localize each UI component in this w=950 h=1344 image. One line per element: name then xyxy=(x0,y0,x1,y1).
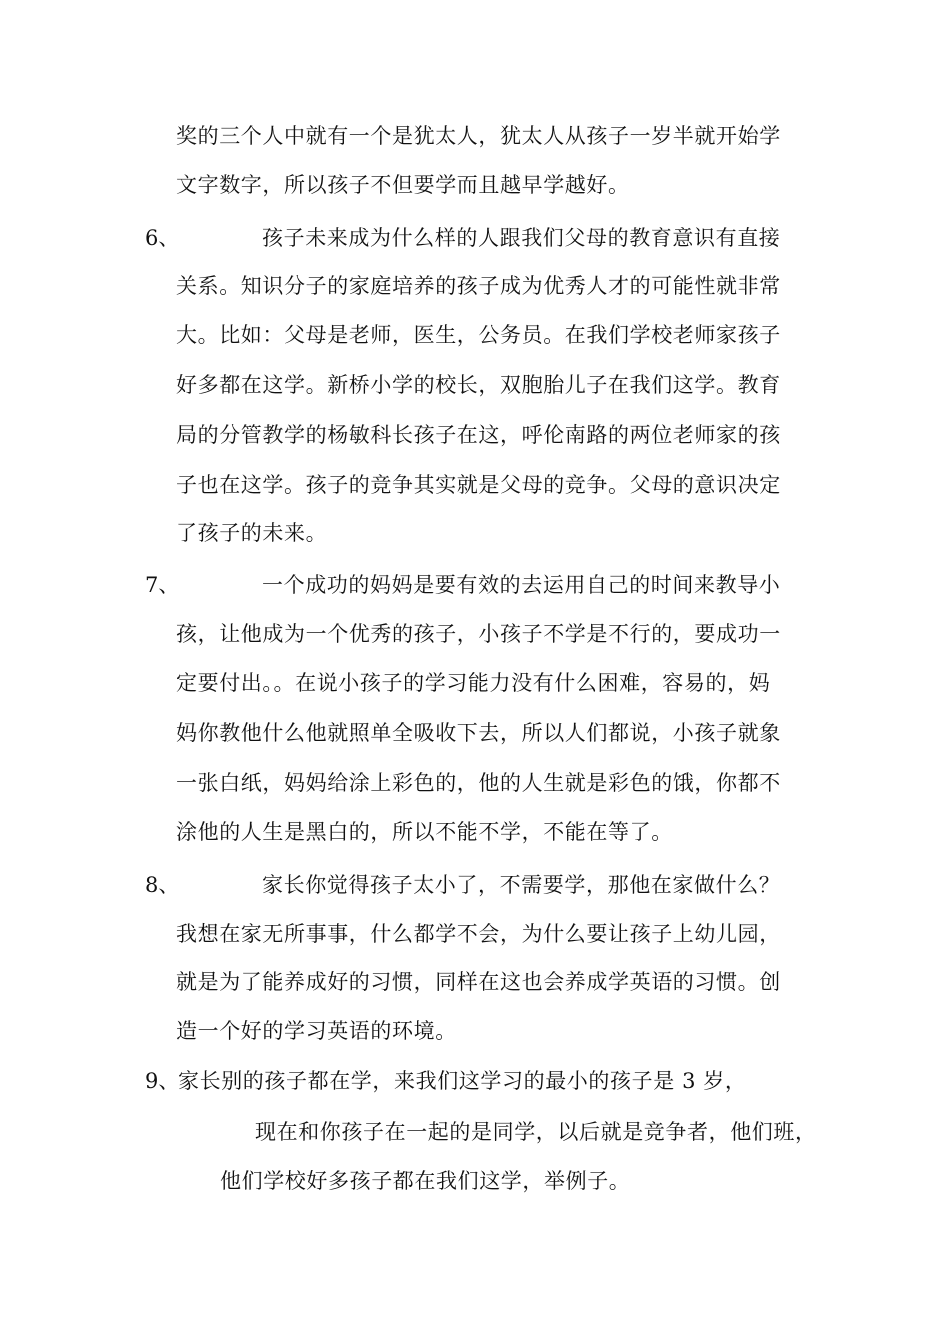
text-line: 了孩子的未来。 xyxy=(176,521,328,545)
text-line: 奖的三个人中就有一个是犹太人，犹太人从孩子一岁半就开始学 xyxy=(176,124,781,148)
text-line: 定要付出。。在说小孩子的学习能力没有什么困难，容易的，妈 xyxy=(176,671,771,695)
item-number: 9、 xyxy=(145,1069,180,1093)
text-line: 妈你教他什么他就照单全吸收下去，所以人们都说，小孩子就象 xyxy=(176,721,781,745)
text-line: 关系。知识分子的家庭培养的孩子成为优秀人才的可能性就非常 xyxy=(176,274,781,298)
text-line: 好多都在这学。新桥小学的校长，双胞胎儿子在我们这学。教育 xyxy=(176,373,781,397)
text-line: 造一个好的学习英语的环境。 xyxy=(176,1019,457,1043)
text-line: 一个成功的妈妈是要有效的去运用自己的时间来教导小 xyxy=(262,573,781,597)
text-line: 孩子未来成为什么样的人跟我们父母的教育意识有直接 xyxy=(262,226,781,250)
text-line: 一张白纸，妈妈给涂上彩色的，他的人生就是彩色的饿，你都不 xyxy=(176,771,781,795)
text-line: 我想在家无所事事，什么都学不会，为什么要让孩子上幼儿园， xyxy=(176,922,781,946)
item-number: 6、 xyxy=(145,226,180,250)
item-number: 8、 xyxy=(145,873,180,897)
text-line: 文字数字，所以孩子不但要学而且越早学越好。 xyxy=(176,173,630,197)
text-line: 子也在这学。孩子的竞争其实就是父母的竞争。父母的意识决定 xyxy=(176,473,781,497)
text-line: 大。比如：父母是老师，医生，公务员。在我们学校老师家孩子 xyxy=(176,323,781,347)
item-number: 7、 xyxy=(145,573,180,597)
text-line: 就是为了能养成好的习惯，同样在这也会养成学英语的习惯。创 xyxy=(176,970,781,994)
text-line: 家长别的孩子都在学，来我们这学习的最小的孩子是 3 岁， xyxy=(178,1069,747,1093)
text-line: 家长你觉得孩子太小了，不需要学，那他在家做什么？ xyxy=(262,873,781,897)
text-line: 孩，让他成为一个优秀的孩子，小孩子不学是不行的，要成功一 xyxy=(176,622,781,646)
text-line: 局的分管教学的杨敏科长孩子在这，呼伦南路的两位老师家的孩 xyxy=(176,423,781,447)
text-line: 涂他的人生是黑白的，所以不能不学，不能在等了。 xyxy=(176,820,673,844)
text-line: 他们学校好多孩子都在我们这学，举例子。 xyxy=(220,1169,631,1193)
text-line: 现在和你孩子在一起的是同学，以后就是竞争者，他们班， xyxy=(255,1120,817,1144)
